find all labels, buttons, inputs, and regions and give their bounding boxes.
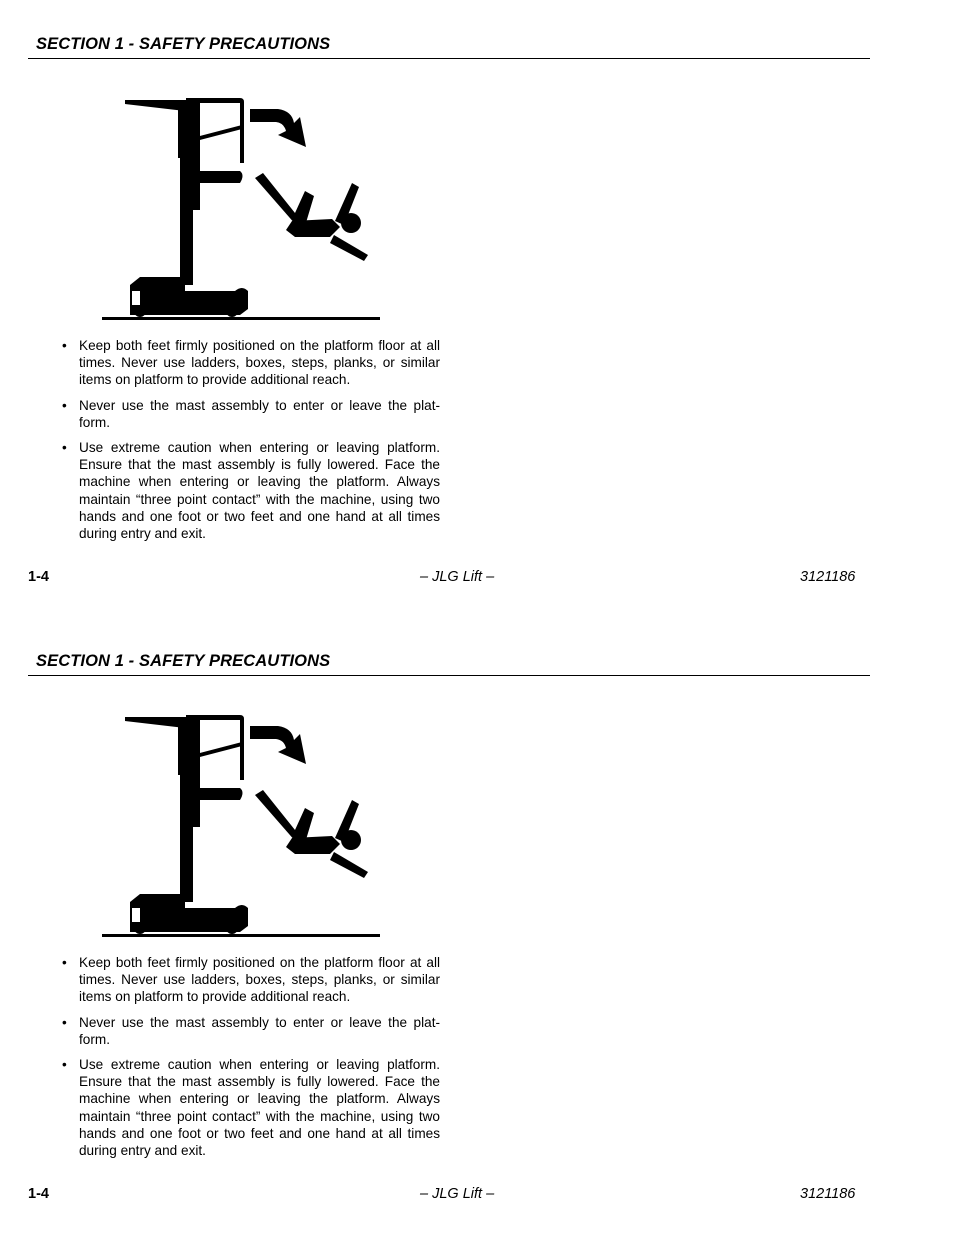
- fall-from-platform-warning-icon: [100, 712, 380, 942]
- document-number: 3121186: [800, 1186, 856, 1202]
- footer-brand: – JLG Lift –: [420, 1186, 495, 1202]
- list-item: • Keep both feet firmly positioned on the platform floor at all times. Never use ladders, boxes, steps, planks, or similar items on platform to provide additional reach.: [62, 955, 440, 1005]
- list-item: • Never use the mast assembly to enter or leave the plat-form.: [62, 397, 440, 430]
- header-rule: [28, 58, 870, 59]
- section-title: SECTION 1 - SAFETY PRECAUTIONS: [36, 652, 331, 670]
- manual-page-2: [0, 617, 954, 1234]
- section-title: SECTION 1 - SAFETY PRECAUTIONS: [36, 35, 331, 53]
- fall-from-platform-warning-icon: [100, 95, 380, 325]
- page-number: 1-4: [28, 569, 49, 585]
- list-item: • Use extreme caution when entering or leaving platform. Ensure that the mast assembly is fully lowered. Face the machine when entering or leaving the platform. Always maintain “three point contact” with the machine, using two hands and one foot or two feet and one hand at all times during entry and exit.: [62, 1057, 440, 1159]
- safety-bullet-list: [60, 337, 440, 550]
- manual-page-1: [0, 0, 954, 617]
- header-rule: [28, 675, 870, 676]
- document-number: 3121186: [800, 569, 856, 585]
- list-item: • Never use the mast assembly to enter or leave the plat-form.: [62, 1014, 440, 1047]
- footer-brand: – JLG Lift –: [420, 569, 495, 585]
- list-item: • Use extreme caution when entering or leaving platform. Ensure that the mast assembly is fully lowered. Face the machine when entering or leaving the platform. Always maintain “three point contact” with the machine, using two hands and one foot or two feet and one hand at all times during entry and exit.: [62, 440, 440, 542]
- page-number: 1-4: [28, 1186, 49, 1202]
- safety-bullet-list: [60, 954, 440, 1167]
- list-item: • Keep both feet firmly positioned on the platform floor at all times. Never use ladders, boxes, steps, planks, or similar items on platform to provide additional reach.: [62, 338, 440, 388]
